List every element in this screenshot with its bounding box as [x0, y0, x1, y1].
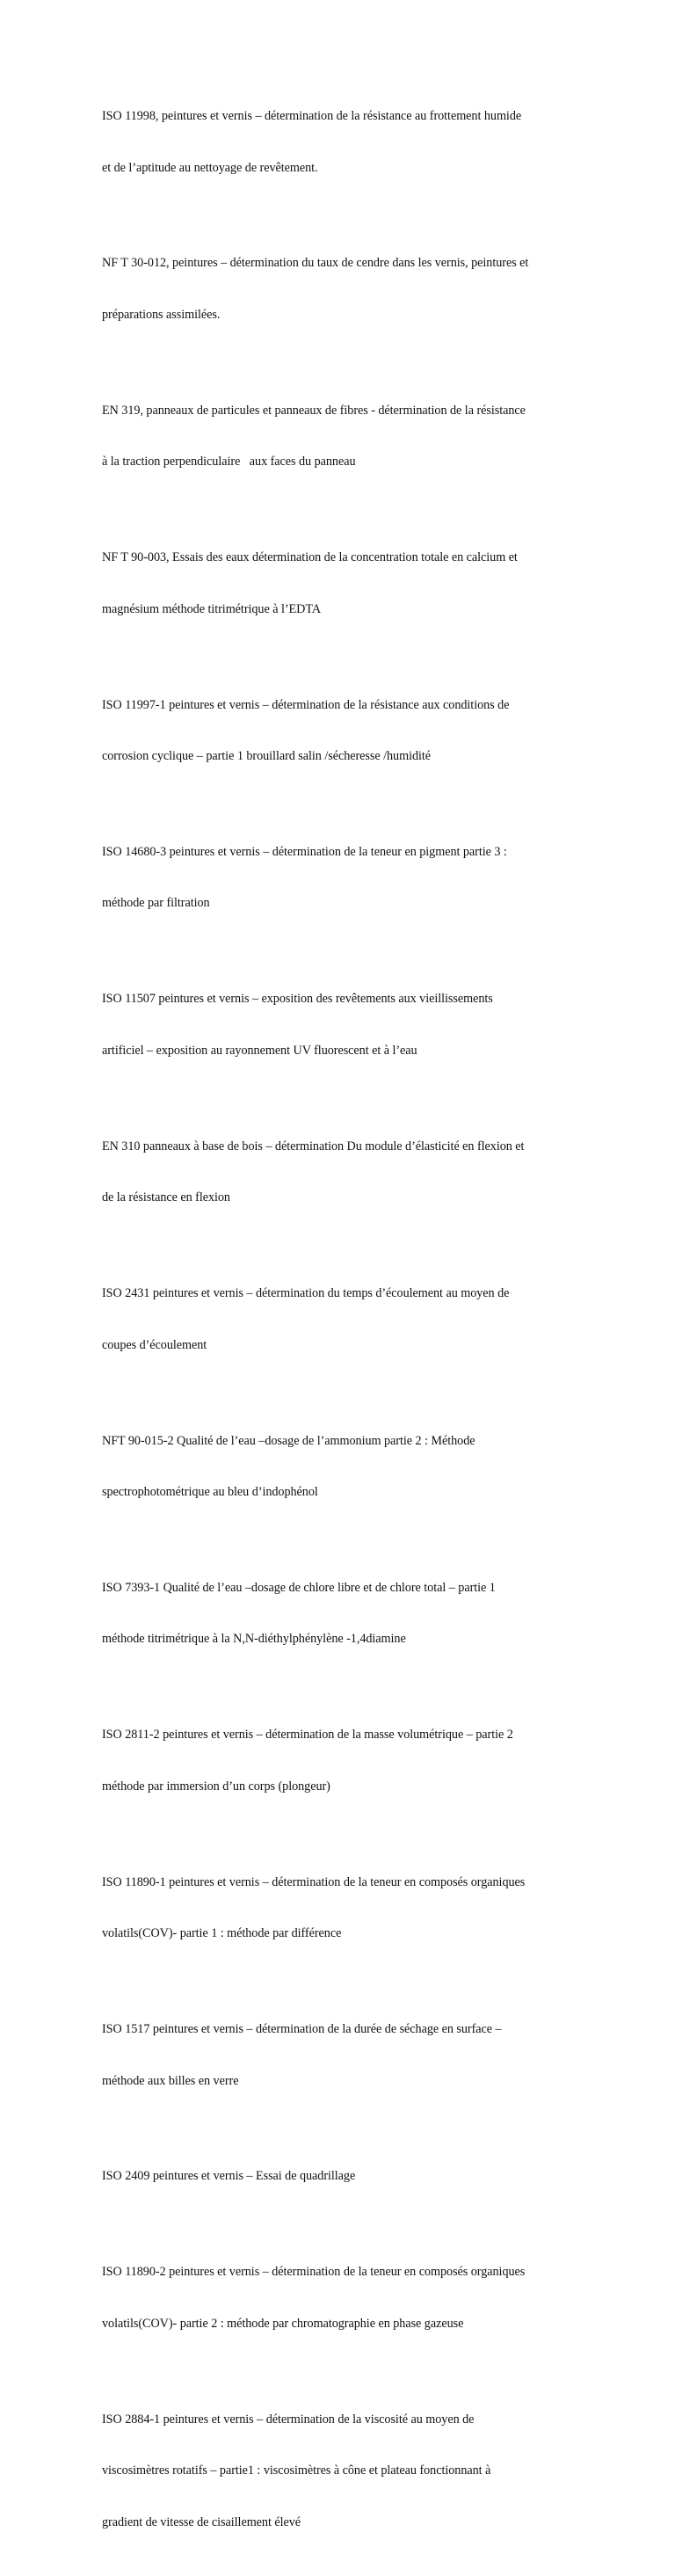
entry-line: préparations assimilées. — [102, 307, 221, 322]
standard-entry — [102, 810, 578, 947]
entry-line: ISO 11507 peintures et vernis – exposition des revêtements aux vieillissements — [102, 992, 493, 1007]
entry-line: ISO 2811-2 peintures et vernis – détermination de la masse volumétrique – partie 2 — [102, 1728, 513, 1743]
standard-entry — [102, 1692, 578, 1830]
standard-entry — [102, 1104, 578, 1241]
entry-line: ISO 11890-2 peintures et vernis – détermination de la teneur en composés organiques — [102, 2265, 526, 2280]
standard-entry — [102, 663, 578, 800]
entry-line: NF T 30-012, peintures – détermination du taux de cendre dans les vernis, peintures et — [102, 256, 529, 271]
entry-line: corrosion cyclique – partie 1 brouillard salin /sécheresse /humidité — [102, 749, 432, 764]
entry-line: ISO 2884-1 peintures et vernis – détermination de la viscosité au moyen de — [102, 2412, 475, 2427]
entry-line: volatils(COV)- partie 1 : méthode par différence — [102, 1926, 342, 1941]
entry-line: à la traction perpendiculaire aux faces du panneau — [102, 455, 356, 469]
entry-line: EN 310 panneaux à base de bois – détermination Du module d’élasticité en flexion et — [102, 1139, 525, 1153]
entry-line: ISO 2431 peintures et vernis – détermination du temps d’écoulement au moyen de — [102, 1286, 510, 1301]
standard-entry — [102, 2230, 578, 2367]
entry-line: spectrophotométrique au bleu d’indophénol — [102, 1485, 318, 1500]
standard-entry — [102, 1251, 578, 1388]
standard-entry — [102, 957, 578, 1094]
standard-entry — [102, 221, 578, 358]
entry-line: de la résistance en flexion — [102, 1190, 230, 1205]
entry-line: ISO 11890-1 peintures et vernis – détermination de la teneur en composés organiques — [102, 1874, 526, 1889]
entry-line: NF T 90-003, Essais des eaux détermination de la concentration totale en calcium et — [102, 550, 518, 565]
entry-line: méthode par filtration — [102, 896, 210, 911]
entry-line: ISO 7393-1 Qualité de l’eau –dosage de chlore libre et de chlore total – partie 1 — [102, 1580, 496, 1595]
entry-line: ISO 14680-3 peintures et vernis – détermination de la teneur en pigment partie 3 : — [102, 844, 507, 859]
entry-line: gradient de vitesse de cisaillement élevé — [102, 2514, 301, 2529]
standard-entry — [102, 1840, 578, 1977]
entry-line: et de l’aptitude au nettoyage de revêtement. — [102, 160, 318, 175]
standard-entry — [102, 368, 578, 506]
entry-line: ISO 11997-1 peintures et vernis – détermination de la résistance aux conditions de — [102, 697, 510, 712]
entry-line: méthode par immersion d’un corps (plongeur) — [102, 1779, 330, 1794]
entry-line: méthode aux billes en verre — [102, 2073, 239, 2088]
entry-line: ISO 11998, peintures et vernis – détermination de la résistance au frottement humide — [102, 109, 522, 123]
entry-line: volatils(COV)- partie 2 : méthode par chromatographie en phase gazeuse — [102, 2316, 464, 2331]
standard-entry — [102, 74, 578, 211]
entry-line: coupes d’écoulement — [102, 1337, 207, 1352]
entry-line: EN 319, panneaux de particules et panneaux de fibres - détermination de la résistance — [102, 403, 526, 418]
standard-entry — [102, 515, 578, 652]
standard-entry — [102, 2134, 578, 2220]
standard-entry — [102, 1987, 578, 2124]
entry-line: artificiel – exposition au rayonnement UV fluorescent et à l’eau — [102, 1043, 417, 1058]
entry-line: méthode titrimétrique à la N,N-diéthylphénylène -1,4diamine — [102, 1632, 406, 1647]
standard-entry — [102, 1546, 578, 1683]
entry-line: ISO 2409 peintures et vernis – Essai de quadrillage — [102, 2169, 356, 2184]
entry-line: ISO 1517 peintures et vernis – détermination de la durée de séchage en surface – — [102, 2022, 502, 2037]
entry-line: viscosimètres rotatifs – partie1 : viscosimètres à cône et plateau fonctionnant à — [102, 2463, 491, 2478]
entry-line: magnésium méthode titrimétrique à l’EDTA — [102, 601, 322, 616]
standard-entry — [102, 1399, 578, 1536]
entry-line: NFT 90-015-2 Qualité de l’eau –dosage de l’ammonium partie 2 : Méthode — [102, 1433, 475, 1448]
standard-entry — [102, 2377, 578, 2566]
standards-list — [102, 74, 578, 2576]
